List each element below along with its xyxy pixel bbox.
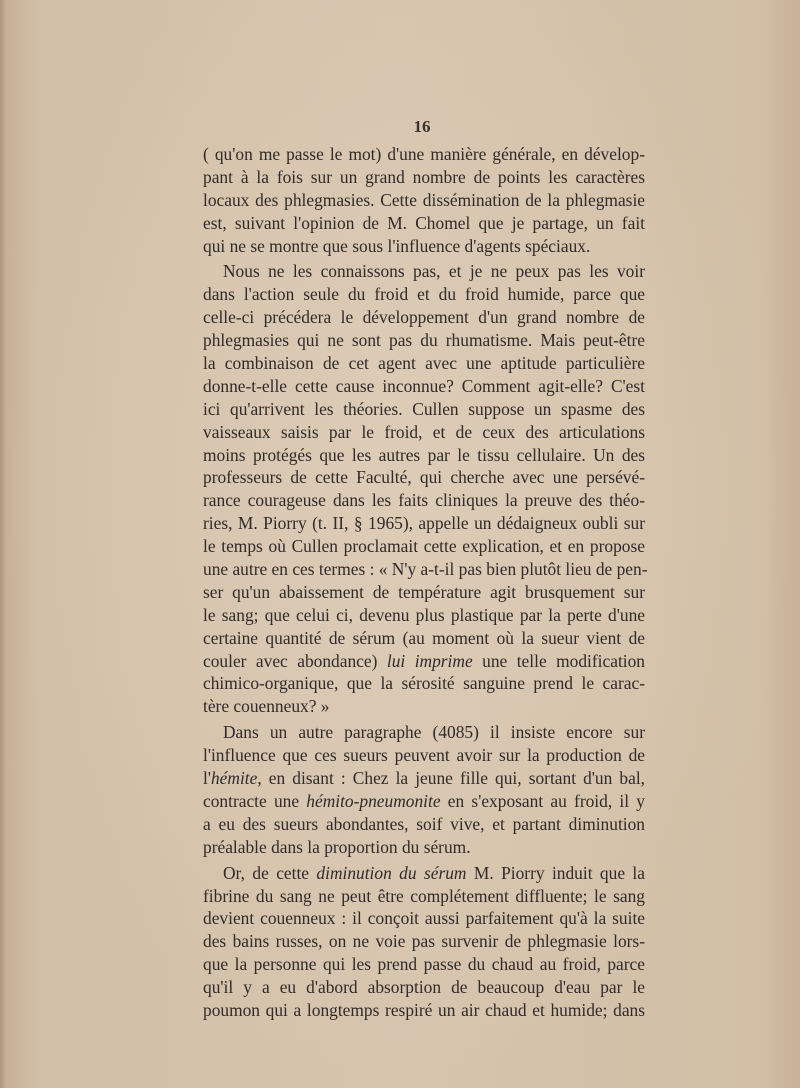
text-line: le temps où Cullen proclamait cette explication, et en propose [203, 536, 645, 557]
text-line: devient couenneux : il conçoit aussi parfaitement qu'à la suite [203, 908, 645, 929]
text-line: professeurs de cette Faculté, qui cherche avec une persévé- [203, 467, 645, 488]
italic-phrase: hémite [210, 768, 258, 789]
page-number: 16 [413, 117, 431, 136]
text-line: l'influence que ces sueurs peuvent avoir sur la production de [203, 745, 645, 766]
italic-phrase: hémito-pneumonite [306, 790, 441, 811]
paragraph-1 [203, 143, 645, 257]
text-line: locaux des phlegmasies. Cette dissémination de la phlegmasie [203, 189, 645, 210]
text-line: rance courageuse dans les faits cliniques la preuve des théo- [203, 490, 645, 511]
text-line: des bains russes, on ne voie pas survenir de phlegmasie lors- [203, 931, 645, 952]
text-line: que la personne qui les prend passe du chaud au froid, parce [203, 954, 645, 975]
text-line: moins protégés que les autres par le tissu cellulaire. Un des [203, 444, 645, 465]
text-line: qui ne se montre que sous l'influence d'agents spéciaux. [203, 235, 591, 256]
text-line-with-italic: l'hémite, en disant : Chez la jeune fille qui, sortant d'un bal, [203, 768, 645, 789]
text-line: ici qu'arrivent les théories. Cullen suppose un spasme des [203, 398, 645, 419]
paragraph-4 [203, 862, 645, 1022]
text-line: a eu des sueurs abondantes, soif vive, et partant diminution [203, 813, 645, 834]
text-line: la combinaison de cet agent avec une aptitude particulière [203, 353, 645, 374]
text-line: celle-ci précédera le développement d'un grand nombre de [203, 307, 645, 328]
body-text [203, 143, 648, 1022]
paragraph-2 [203, 260, 648, 718]
text-line: chimico-organique, que la sérosité sanguine prend le carac- [203, 673, 645, 694]
text-line: préalable dans la proportion du sérum. [203, 836, 471, 857]
text-line: qu'il y a eu d'abord absorption de beaucoup d'eau par le [203, 977, 645, 998]
text-line-with-italic: Or, de cette diminution du sérum M. Piorry induit que la [223, 862, 645, 883]
page-fold-shadow [0, 0, 6, 1088]
text-line: fibrine du sang ne peut être complétement diffluente; le sang [203, 885, 645, 906]
text-line: poumon qui a longtemps respiré un air chaud et humide; dans [203, 999, 645, 1020]
text-line: Nous ne les connaissons pas, et je ne peux pas les voir [223, 261, 645, 282]
text-line: pant à la fois sur un grand nombre de points les caractères [203, 166, 645, 187]
text-line: donne-t-elle cette cause inconnue? Comment agit-elle? C'est [203, 375, 645, 396]
italic-phrase: diminution du sérum [316, 862, 467, 883]
text-line: tère couenneux? » [203, 696, 330, 717]
text-line: ( qu'on me passe le mot) d'une manière générale, en dévelop- [203, 144, 645, 164]
text-line: ries, M. Piorry (t. II, § 1965), appelle un dédaigneux oubli sur [203, 513, 645, 534]
text-line: ser qu'un abaissement de température agit brusquement sur [203, 581, 645, 602]
text-line-with-italic: couler avec abondance) lui imprime une telle modification [203, 650, 645, 671]
text-line-with-italic: contracte une hémito-pneumonite en s'exposant au froid, il y [203, 790, 645, 811]
text-line: une autre en ces termes : « N'y a-t-il pas bien plutôt lieu de pen- [203, 559, 648, 580]
text-line: vaisseaux saisis par le froid, et de ceux des articulations [203, 421, 645, 442]
text-line: certaine quantité de sérum (au moment où la sueur vient de [203, 627, 645, 648]
text-line: est, suivant l'opinion de M. Chomel que je partage, un fait [203, 212, 645, 233]
text-line: Dans un autre paragraphe (4085) il insiste encore sur [223, 722, 645, 743]
text-line: le sang; que celui ci, devenu plus plastique par la perte d'une [203, 604, 645, 625]
text-line: dans l'action seule du froid et du froid humide, parce que [203, 284, 645, 305]
text-line: phlegmasies qui ne sont pas du rhumatisme. Mais peut-être [203, 330, 645, 351]
paragraph-3 [203, 721, 645, 858]
italic-phrase: lui imprime [386, 650, 473, 671]
